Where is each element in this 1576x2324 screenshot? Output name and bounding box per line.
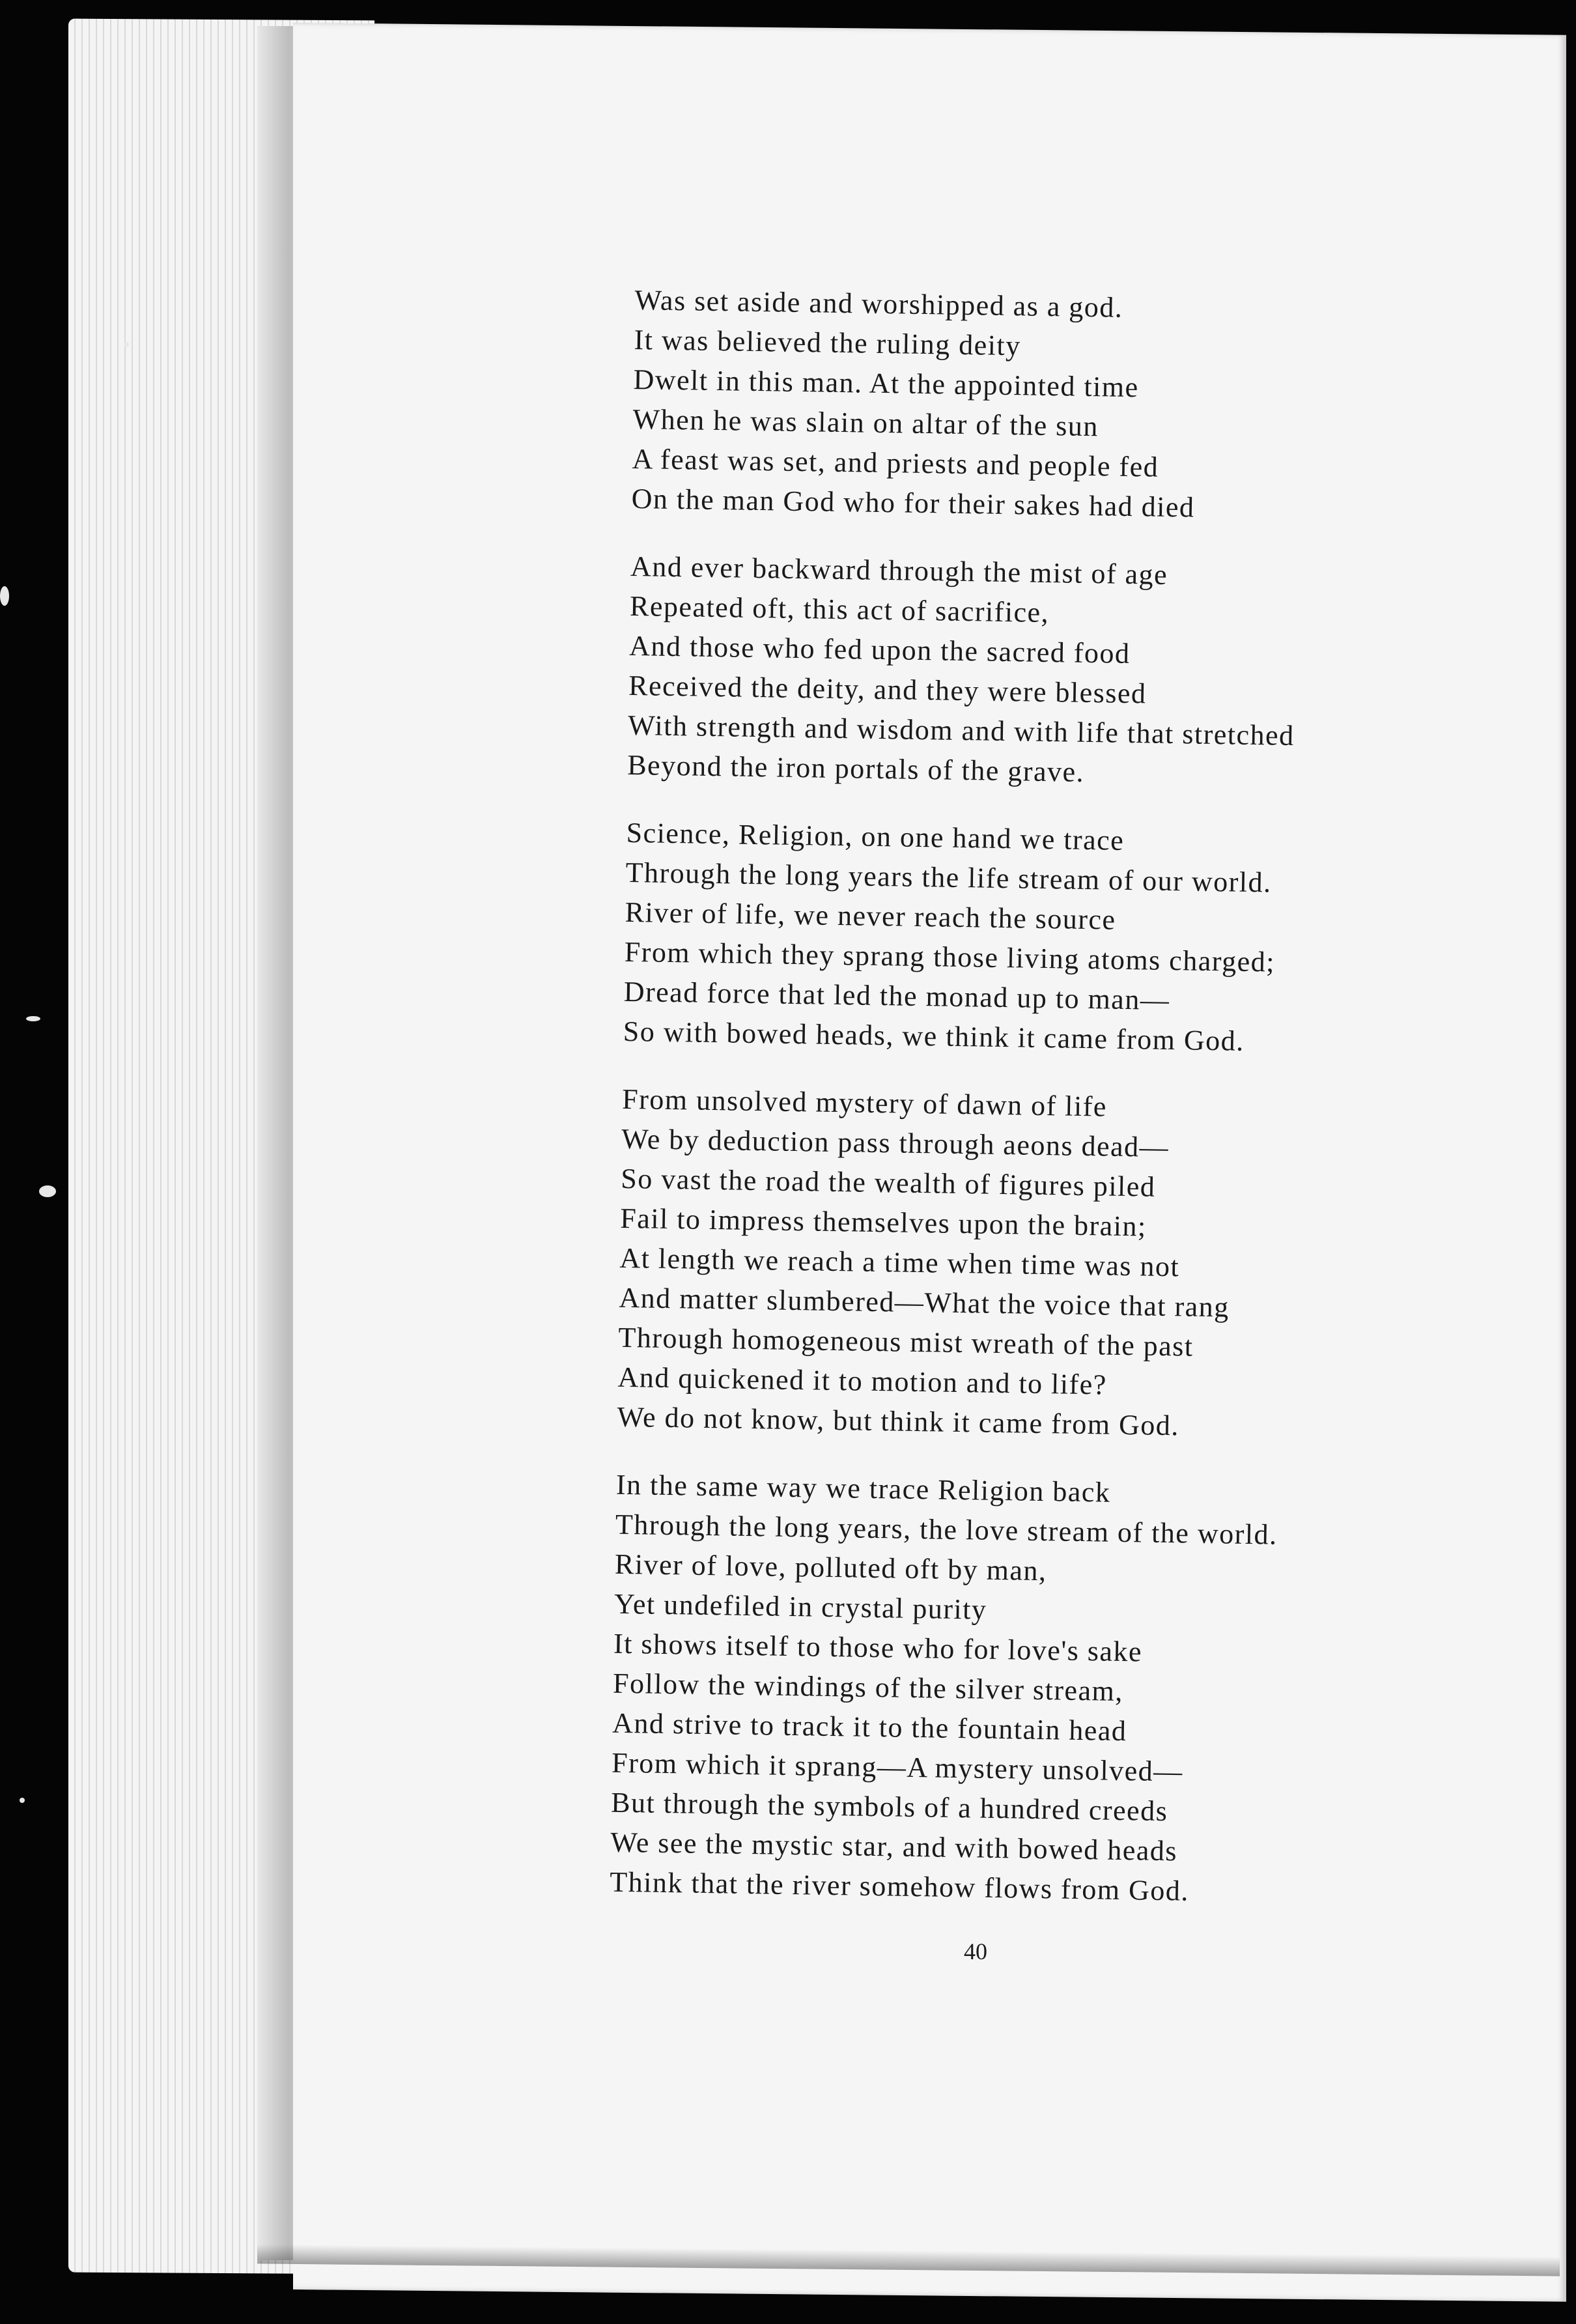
poem-line: From which it sprang—A mystery unsolved— [611, 1746, 1184, 1788]
poem-line: It shows itself to those who for love's sake [613, 1627, 1143, 1668]
poem-text [609, 280, 1514, 1944]
stanza [627, 546, 1510, 799]
stanza [631, 280, 1514, 532]
poem-line: And ever backward through the mist of age [630, 550, 1168, 591]
poem-line: On the man God who for their sakes had died [631, 482, 1195, 524]
scan-speck [0, 586, 9, 606]
poem-line: From which they sprang those living atoms charged; [624, 935, 1276, 978]
poem-line: Follow the windings of the silver stream, [612, 1667, 1124, 1708]
poem-line: Dread force that led the monad up to man— [623, 975, 1170, 1017]
poem-line: Through homogeneous mist wreath of the past [618, 1321, 1194, 1363]
scan-speck [20, 1798, 25, 1803]
poem-line: When he was slain on altar of the sun [632, 403, 1099, 443]
poem-line: Dwelt in this man. At the appointed time [633, 363, 1140, 404]
poem-line: With strength and wisdom and with life that stretched [627, 709, 1295, 752]
stanza [623, 813, 1506, 1065]
poem-line: At length we reach a time when time was not [619, 1241, 1180, 1283]
poem-line: We do not know, but think it came from God. [617, 1400, 1180, 1442]
poem-line: Beyond the iron portals of the grave. [626, 748, 1085, 788]
poem-line: In the same way we trace Religion back [615, 1468, 1111, 1509]
poem-line: And strive to track it to the fountain head [612, 1707, 1127, 1748]
poem-line: Through the long years the life stream of our world. [625, 856, 1272, 899]
poem-line: Fail to impress themselves upon the brain; [619, 1202, 1147, 1243]
poem-line: From unsolved mystery of dawn of life [621, 1083, 1108, 1123]
poem-line: Think that the river somehow flows from God. [609, 1865, 1190, 1907]
poem-line: We by deduction pass through aeons dead— [621, 1122, 1170, 1164]
poem-line: But through the symbols of a hundred creeds [610, 1786, 1168, 1828]
poem-line: River of life, we never reach the source [625, 896, 1116, 936]
poem-line: So vast the road the wealth of figures piled [620, 1162, 1156, 1203]
poem-line: Yet undefiled in crystal purity [613, 1587, 987, 1626]
poem-line: Through the long years, the love stream of the world. [615, 1508, 1278, 1551]
stanza [617, 1079, 1501, 1451]
poem-line: And quickened it to motion and to life? [617, 1361, 1108, 1401]
poem-line: River of love, polluted oft by man, [614, 1548, 1047, 1587]
poem-line: A feast was set, and priests and people fed [632, 442, 1159, 483]
stanza [610, 1465, 1495, 1916]
poem-line: Was set aside and worshipped as a god. [634, 283, 1123, 324]
poem-line: Science, Religion, on one hand we trace [626, 816, 1125, 857]
scan-speck [26, 1016, 40, 1021]
poem-line: We see the mystic star, and with bowed heads [610, 1826, 1178, 1867]
poem-line: And matter slumbered—What the voice that rang [619, 1281, 1230, 1324]
poem-line: And those who fed upon the sacred food [628, 629, 1131, 670]
poem-line: So with bowed heads, we think it came from God. [623, 1015, 1245, 1057]
scan-speck [124, 342, 129, 347]
poem-line: Received the deity, and they were blessed [628, 669, 1147, 710]
scan-speck [39, 1185, 56, 1197]
poem-line: Repeated oft, this act of sacrifice, [629, 589, 1050, 629]
page-number: 40 [964, 1938, 987, 1964]
poem-line: It was believed the ruling deity [634, 323, 1022, 362]
